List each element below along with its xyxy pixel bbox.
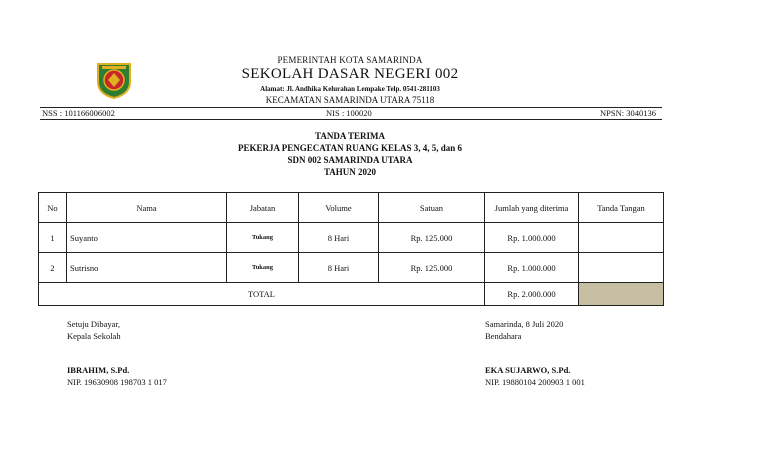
cell-satuan: Rp. 125.000 <box>379 223 485 253</box>
col-header-nama: Nama <box>67 193 227 223</box>
cell-volume: 8 Hari <box>299 253 379 283</box>
cell-jabatan: Tukang <box>227 223 299 253</box>
total-shaded-cell <box>579 283 664 306</box>
right-signer-nip: NIP. 19880104 200903 1 001 <box>485 377 585 387</box>
signature-left-name-block <box>67 364 167 388</box>
signature-right-block <box>485 318 563 342</box>
right-signer-name: EKA SUJARWO, S.Pd. <box>485 365 571 375</box>
header-district: KECAMATAN SAMARINDA UTARA 75118 <box>265 95 435 105</box>
doc-school: SDN 002 SAMARINDA UTARA <box>287 155 413 165</box>
cell-jumlah: Rp. 1.000.000 <box>485 253 579 283</box>
col-header-volume: Volume <box>299 193 379 223</box>
col-header-jumlah: Jumlah yang diterima <box>485 193 579 223</box>
header-address: Alamat: Jl. Andhika Kelurahan Lempake Telp. 0541-281103 <box>260 85 440 93</box>
doc-year: TAHUN 2020 <box>323 167 377 177</box>
receipt-table <box>38 192 664 306</box>
header-government: PEMERINTAH KOTA SAMARINDA <box>277 55 423 65</box>
cell-volume: 8 Hari <box>299 223 379 253</box>
table-row <box>39 223 664 253</box>
nss-number: NSS : 101166006002 <box>42 108 115 118</box>
left-approval-text: Setuju Dibayar, <box>67 319 121 329</box>
nis-number: NIS : 100020 <box>326 108 372 118</box>
cell-jumlah: Rp. 1.000.000 <box>485 223 579 253</box>
cell-signature <box>579 253 664 283</box>
header-rule-bottom <box>40 119 662 120</box>
left-signer-nip: NIP. 19630908 198703 1 017 <box>67 377 167 387</box>
table-total-row <box>39 283 664 306</box>
right-place-date: Samarinda, 8 Juli 2020 <box>485 319 564 329</box>
cell-signature <box>579 223 664 253</box>
total-value: Rp. 2.000.000 <box>485 283 579 306</box>
left-signer-name: IBRAHIM, S.Pd. <box>67 365 130 375</box>
total-label: TOTAL <box>39 283 485 306</box>
col-header-satuan: Satuan <box>379 193 485 223</box>
right-role: Bendahara <box>485 331 522 341</box>
header-school-name: SEKOLAH DASAR NEGERI 002 <box>241 66 459 82</box>
doc-title: TANDA TERIMA <box>315 131 385 141</box>
cell-no: 1 <box>39 223 67 253</box>
doc-subtitle: PEKERJA PENGECATAN RUANG KELAS 3, 4, 5, dan 6 <box>238 143 462 153</box>
left-role: Kepala Sekolah <box>67 331 121 341</box>
signature-right-name-block <box>485 364 585 388</box>
cell-jabatan: Tukang <box>227 253 299 283</box>
col-header-no: No <box>39 193 67 223</box>
signature-left-block <box>67 318 121 342</box>
cell-satuan: Rp. 125.000 <box>379 253 485 283</box>
cell-nama: Sutrisno <box>67 253 227 283</box>
table-row <box>39 253 664 283</box>
npsn-number: NPSN: 3040136 <box>600 108 656 118</box>
col-header-ttd: Tanda Tangan <box>579 193 664 223</box>
table-header-row <box>39 193 664 223</box>
cell-nama: Suyanto <box>67 223 227 253</box>
col-header-jabatan: Jabatan <box>227 193 299 223</box>
cell-no: 2 <box>39 253 67 283</box>
